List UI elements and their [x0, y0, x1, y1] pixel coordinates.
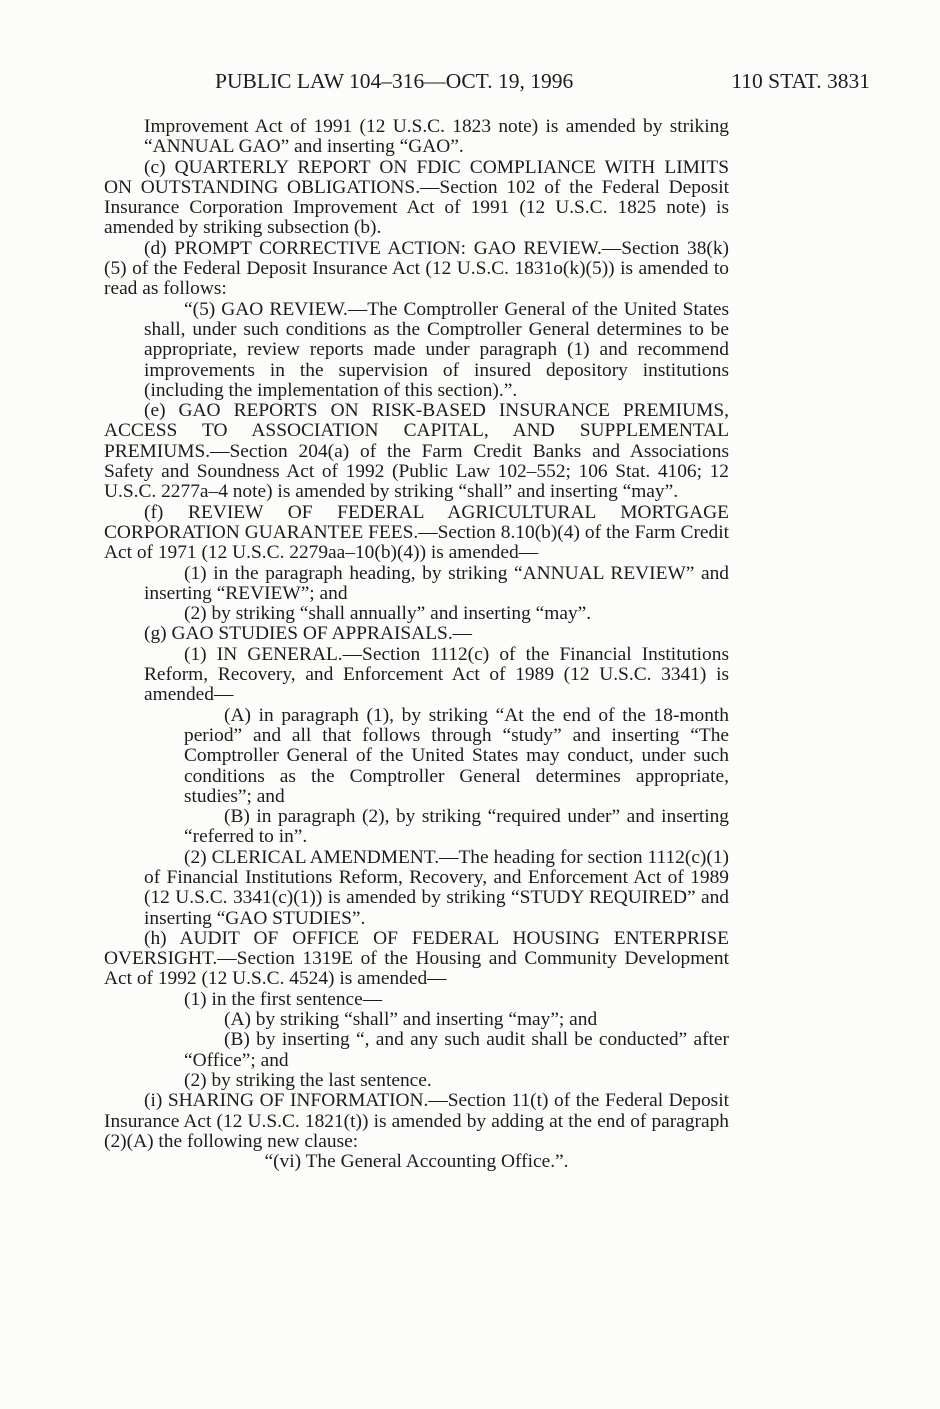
- paragraph-h-1-A: (A) by striking “shall” and inserting “may”; and: [224, 1009, 598, 1031]
- paragraph-i: (i) SHARING OF INFORMATION.—Section 11(t) of the Federal Deposit Insurance Act (12 U.S.C. 1821(t)) is amended by adding at the end of paragraph (2)(A) the following new clause:: [104, 1090, 729, 1152]
- paragraph-continuation: Improvement Act of 1991 (12 U.S.C. 1823 note) is amended by striking “ANNUAL GAO” and inserting “GAO”.: [144, 116, 729, 158]
- paragraph-f: (f) REVIEW OF FEDERAL AGRICULTURAL MORTGAGE CORPORATION GUARANTEE FEES.—Section 8.10(b)(4) of the Farm Credit Act of 1971 (12 U.S.C. 2279aa–10(b)(4)) is amended—: [104, 501, 729, 564]
- header-stat-page: 110 STAT. 3831: [731, 69, 870, 93]
- paragraph-h-2: (2) by striking the last sentence.: [184, 1069, 432, 1091]
- body-text: [104, 117, 729, 1172]
- paragraph-g-1-A: (A) in paragraph (1), by striking “At the end of the 18-month period” and all that follows through “study” and inserting “The Comptroller General of the United States may conduct, under such conditions as the Comptroller General determines appropriate, studies”; and: [184, 704, 729, 807]
- header-citation: PUBLIC LAW 104–316—OCT. 19, 1996: [215, 69, 574, 93]
- paragraph-g-1: (1) IN GENERAL.—Section 1112(c) of the Financial Institutions Reform, Recovery, and Enforcement Act of 1989 (12 U.S.C. 3341) is amended—: [144, 643, 729, 706]
- paragraph-h-1-B: (B) by inserting “, and any such audit shall be conducted” after “Office”; and: [184, 1029, 729, 1071]
- paragraph-d: (d) PROMPT CORRECTIVE ACTION: GAO REVIEW.—Section 38(k)(5) of the Federal Deposit Insurance Act (12 U.S.C. 1831o(k)(5)) is amended to read as follows:: [104, 237, 729, 300]
- paragraph-c: (c) QUARTERLY REPORT ON FDIC COMPLIANCE WITH LIMITS ON OUTSTANDING OBLIGATIONS.—Section 102 of the Federal Deposit Insurance Corporation Improvement Act of 1991 (12 U.S.C. 1825 note) is amended by striking subsection (b).: [104, 156, 729, 239]
- paragraph-h: (h) AUDIT OF OFFICE OF FEDERAL HOUSING ENTERPRISE OVERSIGHT.—Section 1319E of the Housing and Community Development Act of 1992 (12 U.S.C. 4524) is amended—: [104, 927, 729, 990]
- paragraph-h-1: (1) in the first sentence—: [184, 988, 383, 1010]
- paragraph-g-1-B: (B) in paragraph (2), by striking “required under” and inserting “referred to in”.: [184, 806, 729, 848]
- paragraph-e: (e) GAO REPORTS ON RISK-BASED INSURANCE PREMIUMS, ACCESS TO ASSOCIATION CAPITAL, AND SUPPLEMENTAL PREMIUMS.—Section 204(a) of the Farm Credit Banks and Associations Safety and Soundness Act of 1992 (Public Law 102–552; 106 Stat. 4106; 12 U.S.C. 2277a–4 note) is amended by striking “shall” and inserting “may”.: [104, 400, 729, 503]
- paragraph-f-2: (2) by striking “shall annually” and inserting “may”.: [184, 603, 592, 625]
- quoted-clause-vi: “(vi) The General Accounting Office.”.: [264, 1151, 569, 1173]
- running-header: [215, 66, 870, 96]
- quoted-paragraph-5: “(5) GAO REVIEW.—The Comptroller General of the United States shall, under such conditions as the Comptroller General determines to be appropriate, review reports made under paragraph (1) and recommend improvements in the supervision of insured depository institutions (including the implementation of this section).”.: [144, 298, 729, 401]
- paragraph-f-1: (1) in the paragraph heading, by striking “ANNUAL REVIEW” and inserting “REVIEW”; and: [144, 562, 729, 604]
- paragraph-g: (g) GAO STUDIES OF APPRAISALS.—: [144, 623, 473, 645]
- paragraph-g-2: (2) CLERICAL AMENDMENT.—The heading for section 1112(c)(1) of Financial Institutions Reform, Recovery, and Enforcement Act of 1989 (12 U.S.C. 3341(c)(1)) is amended by striking “STUDY REQUIRED” and inserting “GAO STUDIES”.: [144, 846, 729, 929]
